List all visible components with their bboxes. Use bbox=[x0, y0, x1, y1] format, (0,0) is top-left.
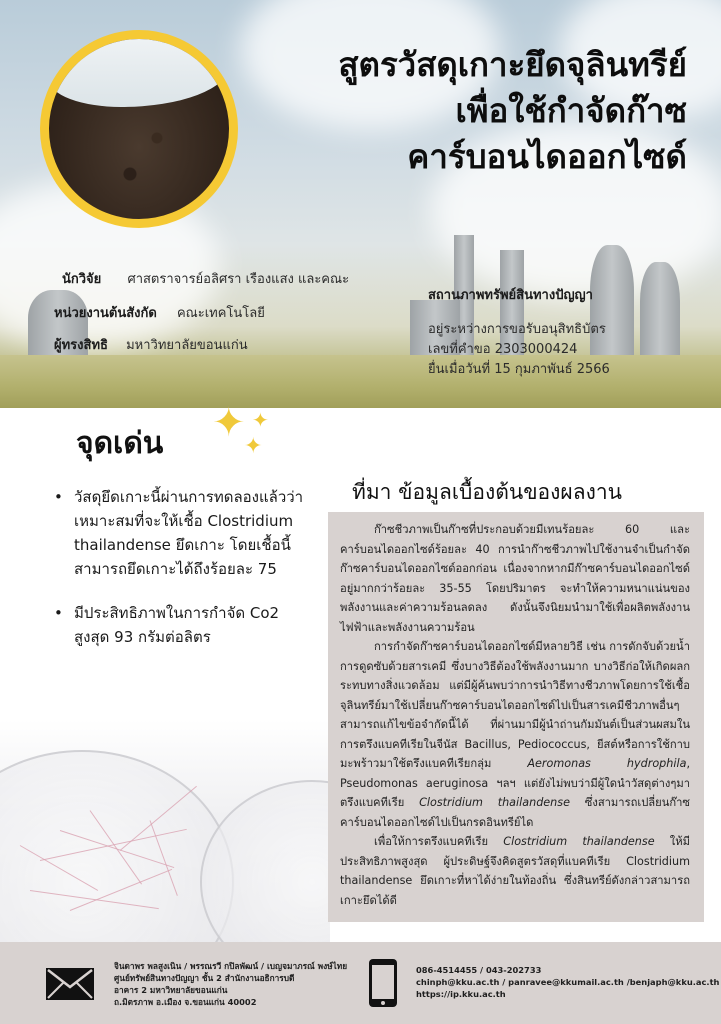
background-title: ที่มา ข้อมูลเบื้องต้นของผลงาน bbox=[352, 480, 622, 504]
footer-address-line: อาคาร 2 มหาวิทยาลัยขอนแก่น bbox=[114, 985, 228, 995]
background-text bbox=[340, 520, 690, 910]
soil-photo bbox=[40, 30, 238, 228]
petri-dish-photo bbox=[0, 720, 330, 942]
title-line-1: สูตรวัสดุเกาะยึดจุลินทรีย์ bbox=[338, 45, 687, 84]
list-item bbox=[46, 601, 316, 649]
footer-address-line: จินดาพร พลสูงเนิน / พรรณรวี กปิลพัฒน์ / เบญจมาภรณ์ พงษ์ไทย bbox=[114, 961, 348, 971]
sparkle-small-icon: ✦ bbox=[252, 408, 269, 432]
researcher-label: นักวิจัย bbox=[62, 272, 102, 287]
highlights-title: จุดเด่น bbox=[76, 426, 164, 461]
researcher-row bbox=[62, 271, 349, 289]
researcher-value: ศาสตราจารย์อลิศรา เรืองแสง และคณะ bbox=[127, 272, 350, 287]
unit-row bbox=[54, 305, 265, 323]
sparkle-icon: ✦ bbox=[212, 400, 246, 446]
owner-label: ผู้ทรงสิทธิ bbox=[54, 338, 108, 353]
footer-address bbox=[114, 960, 347, 1008]
footer-emails[interactable]: chinph@kku.ac.th / panravee@kkumail.ac.th /benjaph@kku.ac.th bbox=[416, 977, 720, 987]
footer-url-link[interactable]: https://ip.kku.ac.th bbox=[416, 989, 506, 999]
unit-value: คณะเทคโนโลยี bbox=[176, 306, 265, 321]
footer-phone: 086-4514455 / 043-202733 bbox=[416, 965, 542, 975]
highlight-text: วัสดุยึดเกาะนี้ผ่านการทดลองแล้วว่าเหมาะสมที่จะให้เชื้อ Clostridium thailandense ยึดเกาะ โดยเชื้อนี้สามารถยึดเกาะได้ถึงร้อยละ 75 bbox=[74, 488, 304, 578]
ip-request-number: เลขที่คำขอ 2303000424 bbox=[428, 342, 578, 357]
smartphone-icon bbox=[368, 958, 398, 1008]
ip-status-heading: สถานภาพทรัพย์สินทางปัญญา bbox=[428, 288, 593, 303]
bullet-icon: • bbox=[54, 488, 63, 506]
ip-status-text: อยู่ระหว่างการขอรับอนุสิทธิบัตร bbox=[428, 322, 606, 337]
ip-filed-date: ยื่นเมื่อวันที่ 15 กุมภาพันธ์ 2566 bbox=[428, 362, 610, 377]
highlight-text: มีประสิทธิภาพในการกำจัด Co2 สูงสุด 93 กรัมต่อลิตร bbox=[74, 604, 280, 646]
footer-address-line: ศูนย์ทรัพย์สินทางปัญญา ชั้น 2 สำนักงานอธิการบดี bbox=[114, 973, 295, 983]
highlights-list bbox=[46, 485, 316, 667]
page-title bbox=[217, 42, 687, 180]
background-paragraph-3: เพื่อให้การตรึงแบคทีเรีย Clostridium thailandense ให้มีประสิทธิภาพสูงสุด ผู้ประดิษฐ์จึงคิดสูตรวัสดุที่แบคทีเรีย Clostridium thailandense ยึดเกาะที่หาได้ง่ายในท้องถิ่น ซึ่งสินทรีย์ดังกล่าวสามารถเกาะยึดได้ดี bbox=[340, 835, 690, 907]
title-line-3: คาร์บอนไดออกไซด์ bbox=[407, 137, 687, 176]
list-item bbox=[46, 485, 316, 581]
owner-value: มหาวิทยาลัยขอนแก่น bbox=[126, 338, 248, 353]
footer-address-line: ถ.มิตรภาพ อ.เมือง จ.ขอนแก่น 40002 bbox=[114, 997, 257, 1007]
background-paragraph-2: การกำจัดก๊าซคาร์บอนไดออกไซด์มีหลายวิธี เช่น การดักจับด้วยน้ำ การดูดซับด้วยสารเคมี ซึ่งบางวิธีต้องใช้พลังงานมาก บางวิธีก่อให้เกิดผลกระทบทางสิ่งแวดล้อม แต่มีผู้ค้นพบว่าการนำวิธีทางชีวภาพโดยการใช้เชื้อจุลินทรีย์มาใช้เปลี่ยนก๊าซคาร์บอนไดออกไซด์ไปเป็นสารเคมีชีวภาพอื่นๆ สามารถแก้ไขข้อจำกัดนี้ได้ ที่ผ่านมามีผู้นำถ่านกัมมันต์เป็นส่วนผสมในการตรึงแบคทีเรียในจีนัส Bacillus, Pediococcus, ยีสต์หรือการใช้กาบมะพร้าวมาใช้ตรึงแบคทีเรียกลุ่ม Aeromonas hydrophila, Pseudomonas aeruginosa ฯลฯ แต่ยังไม่พบว่ามีผู้ใดนำวัสดุต่างๆมาตรึงแบคทีเรีย Clostridium thailandense ซึ่งสามารถเปลี่ยนก๊าซคาร์บอนไดออกไซด์ไปเป็นกรดอินทรีย์ได bbox=[340, 640, 691, 829]
background-paragraph-1: ก๊าซชีวภาพเป็นก๊าซที่ประกอบด้วยมีเทนร้อยละ 60 และคาร์บอนไดออกไซด์ร้อยละ 40 การนำก๊าซชีวภาพไปใช้งานจำเป็นกำจัดก๊าซคาร์บอนไดออกไซด์ออกก่อน เนื่องจากหากมีก๊าซคาร์บอนไดออกไซด์อยู่มากกว่าร้อยละ 35-55 โดยปริมาตร จะทำให้ความหนาแน่นของพลังงานและค่าความร้อนลดลง ดังนั้นจึงนิยมนำมาใช้เพื่อผลิตพลังงานไฟฟ้าและพลังงานความร้อน bbox=[340, 523, 690, 634]
sparkle-small-icon: ✦ bbox=[244, 434, 263, 459]
owner-row bbox=[54, 337, 248, 355]
mail-icon bbox=[46, 968, 94, 1000]
unit-label: หน่วยงานต้นสังกัด bbox=[54, 306, 157, 321]
bullet-icon: • bbox=[54, 604, 63, 622]
title-line-2: เพื่อใช้กำจัดก๊าซ bbox=[455, 91, 687, 130]
footer-contact bbox=[416, 964, 719, 1000]
